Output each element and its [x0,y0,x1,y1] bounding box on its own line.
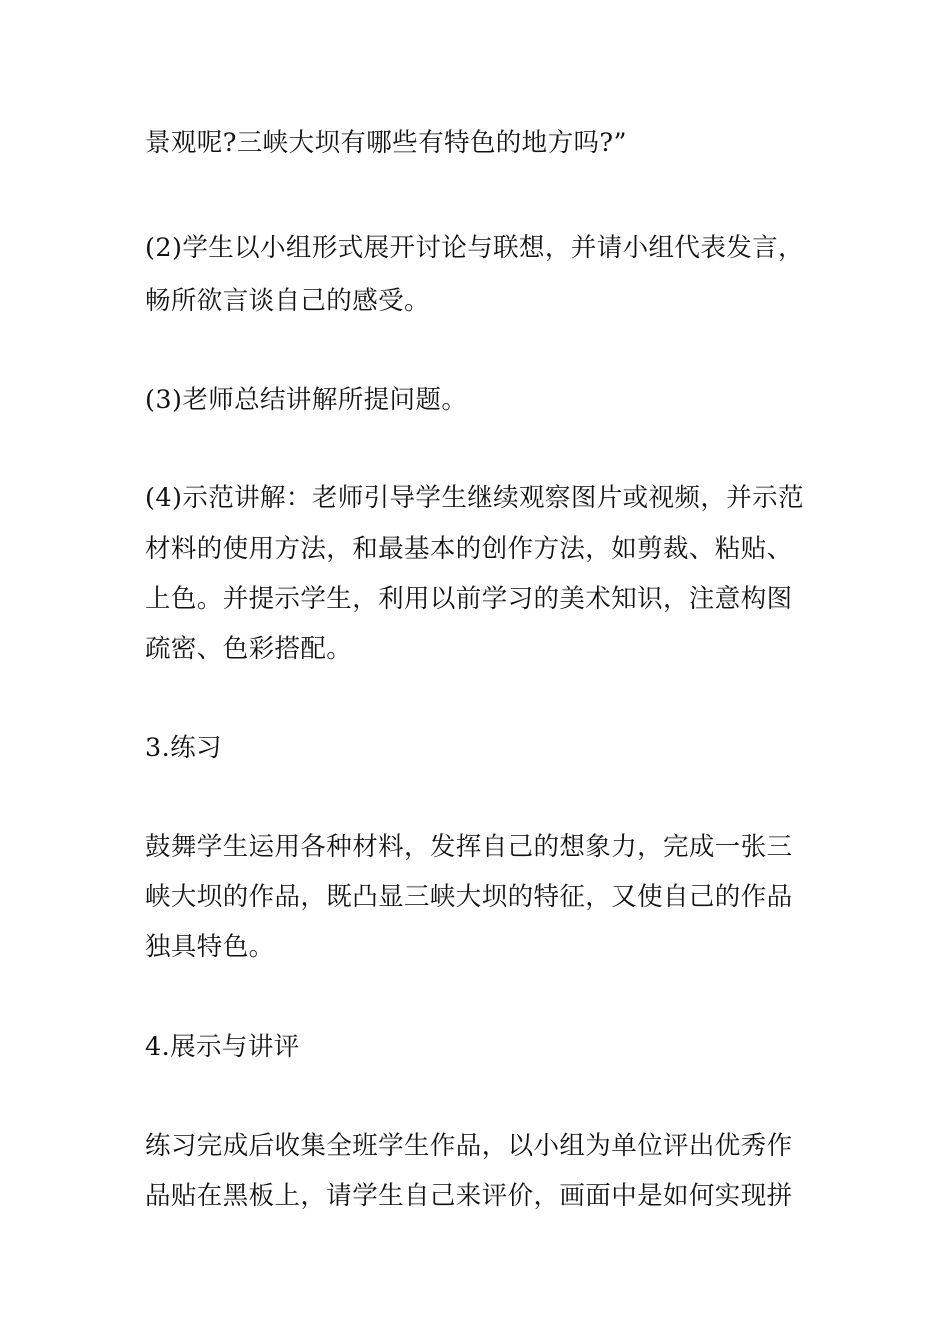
paragraph-line: 材料的使用方法，和最基本的创作方法，如剪裁、粘贴、 [145,534,793,564]
paragraph-line: 品贴在黑板上，请学生自己来评价，画面中是如何实现拼 [145,1181,793,1211]
paragraph-line: 鼓舞学生运用各种材料，发挥自己的想象力，完成一张三 [145,832,793,862]
paragraph-line: 练习完成后收集全班学生作品，以小组为单位评出优秀作 [145,1131,793,1161]
section-heading: 4.展示与讲评 [145,1032,300,1062]
section-heading: 3.练习 [145,733,222,763]
paragraph-line: 疏密、色彩搭配。 [145,634,353,664]
paragraph-line: (4)示范讲解：老师引导学生继续观察图片或视频，并示范 [145,483,804,513]
paragraph-line: 景观呢?三峡大坝有哪些有特色的地方吗?” [145,128,627,158]
paragraph-line: 畅所欲言谈自己的感受。 [145,286,430,316]
paragraph-line: 峡大坝的作品，既凸显三峡大坝的特征，又使自己的作品 [145,882,793,912]
paragraph-line: (3)老师总结讲解所提问题。 [145,385,468,415]
paragraph-line: (2)学生以小组形式展开讨论与联想，并请小组代表发言， [145,233,804,263]
paragraph-line: 独具特色。 [145,932,275,962]
paragraph-line: 上色。并提示学生，利用以前学习的美术知识，注意构图 [145,584,793,614]
